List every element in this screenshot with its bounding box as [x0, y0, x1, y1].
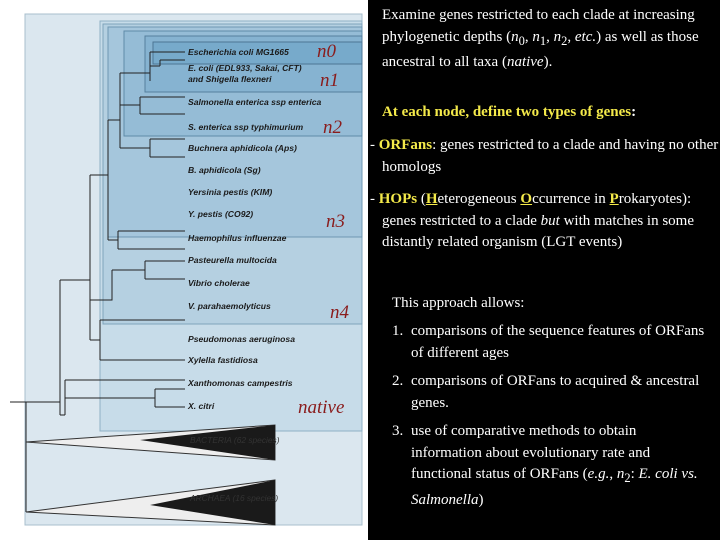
hops-letter-p: P — [609, 191, 619, 207]
approach-item-text: comparisons of the sequence features of ORFans of different ages — [411, 323, 705, 361]
intro-n1-sub: 1 — [539, 33, 547, 48]
taxon-label: Salmonella enterica ssp enterica — [188, 97, 322, 107]
orfans-definition-text: : genes restricted to a clade and having no other homologs — [382, 137, 719, 175]
hops-definition-text-2: with matches in some distantly related organism (LGT events) — [382, 212, 694, 250]
taxon-label: Xanthomonas campestris — [188, 378, 293, 388]
taxon-label: Buchnera aphidicola (Aps) — [188, 143, 297, 153]
explanation-panel — [370, 0, 719, 540]
node-label-native: native — [298, 397, 345, 418]
intro-sep-3: , — [567, 28, 575, 45]
hops-ccurrence: ccurrence in — [532, 191, 610, 207]
taxon-label: S. enterica ssp typhimurium — [188, 122, 304, 132]
intro-n0: n — [511, 28, 519, 45]
intro-sep-2: , — [546, 28, 554, 45]
taxon-label: and Shigella flexneri — [188, 74, 272, 84]
taxon-label: Y. pestis (CO92) — [188, 209, 254, 219]
node-types-text: At each node, define two types of genes — [382, 104, 632, 120]
outgroup-label: ARCHAEA (16 species) — [190, 493, 279, 503]
item3-text-d: ) — [478, 491, 484, 508]
approach-item-2 — [392, 371, 707, 414]
taxon-label: Escherichia coli MG1665 — [188, 47, 289, 57]
approach-item-number: 3. — [392, 423, 404, 439]
item3-text-c: : — [630, 466, 639, 482]
node-label-n2: n2 — [323, 117, 342, 138]
taxon-label: Haemophilus influenzae — [188, 233, 287, 243]
intro-native: native — [506, 54, 544, 70]
approach-item-number: 2. — [392, 373, 404, 389]
item3-n: n — [616, 466, 625, 482]
approach-item-3 — [392, 421, 707, 511]
item3-ecoli: E. coli vs. Salmonella — [411, 466, 698, 508]
item3-eg: e.g. — [587, 466, 610, 482]
hops-paren-open: ( — [417, 191, 426, 207]
item3-text-b: , — [609, 466, 617, 482]
hops-term: HOPs — [378, 191, 418, 207]
node-label-n3: n3 — [326, 211, 345, 232]
hops-eterogeneous: eterogeneous — [437, 191, 521, 207]
node-types-heading — [382, 102, 707, 124]
hops-definition-text: : genes restricted to a clade — [382, 191, 692, 229]
hops-dash: - — [370, 191, 379, 207]
hops-but: but — [540, 212, 560, 229]
approach-item-number: 1. — [392, 323, 404, 339]
taxon-label: Pasteurella multocida — [188, 255, 277, 265]
hops-rokaryotes: rokaryotes) — [618, 191, 688, 207]
taxon-label: Yersinia pestis (KIM) — [188, 187, 273, 197]
hops-letter-o: O — [520, 191, 533, 207]
taxon-label: B. aphidicola (Sg) — [188, 165, 261, 175]
taxon-label: E. coli (EDL933, Sakai, CFT) — [188, 63, 302, 73]
orfans-dash: - — [370, 137, 379, 153]
intro-n1: n — [532, 28, 540, 45]
intro-n2: n — [553, 28, 562, 45]
outgroup-label: BACTERIA (62 species) — [190, 435, 280, 445]
orfans-term: ORFans — [378, 137, 433, 153]
taxon-label: Pseudomonas aeruginosa — [188, 334, 295, 344]
hops-letter-h: H — [425, 191, 438, 207]
orfans-definition — [370, 135, 719, 178]
taxon-label: V. parahaemolyticus — [188, 301, 271, 311]
intro-etc: etc. — [574, 28, 597, 45]
approach-list — [392, 321, 707, 511]
node-label-n1: n1 — [320, 70, 339, 91]
intro-paragraph — [382, 5, 707, 74]
approach-heading: This approach allows: — [392, 295, 525, 311]
intro-sep-1: , — [524, 28, 533, 45]
node-label-n0: n0 — [317, 41, 336, 62]
intro-text-2: ) as well as those ancestral to all taxa ( — [382, 28, 699, 70]
intro-text-1: Examine genes restricted to each clade at increasing phylogenetic depths ( — [382, 7, 695, 45]
taxon-label: Xylella fastidiosa — [188, 355, 258, 365]
intro-n2-sub: 2 — [561, 33, 568, 48]
taxon-label: Vibrio cholerae — [188, 278, 250, 288]
intro-n0-sub: 0 — [518, 33, 525, 48]
hops-definition — [370, 189, 719, 254]
item3-n-sub: 2 — [624, 471, 631, 485]
approach-item-text: comparisons of ORFans to acquired & ancestral genes. — [411, 373, 700, 411]
item3-text-a: use of comparative methods to obtain information about evolutionary rate and functional status of ORFans ( — [411, 423, 651, 482]
node-types-colon: : — [631, 104, 637, 120]
approach-item-1 — [392, 321, 707, 364]
taxon-label: X. citri — [188, 401, 215, 411]
node-label-n4: n4 — [330, 302, 349, 323]
intro-text-3: ). — [543, 54, 553, 70]
